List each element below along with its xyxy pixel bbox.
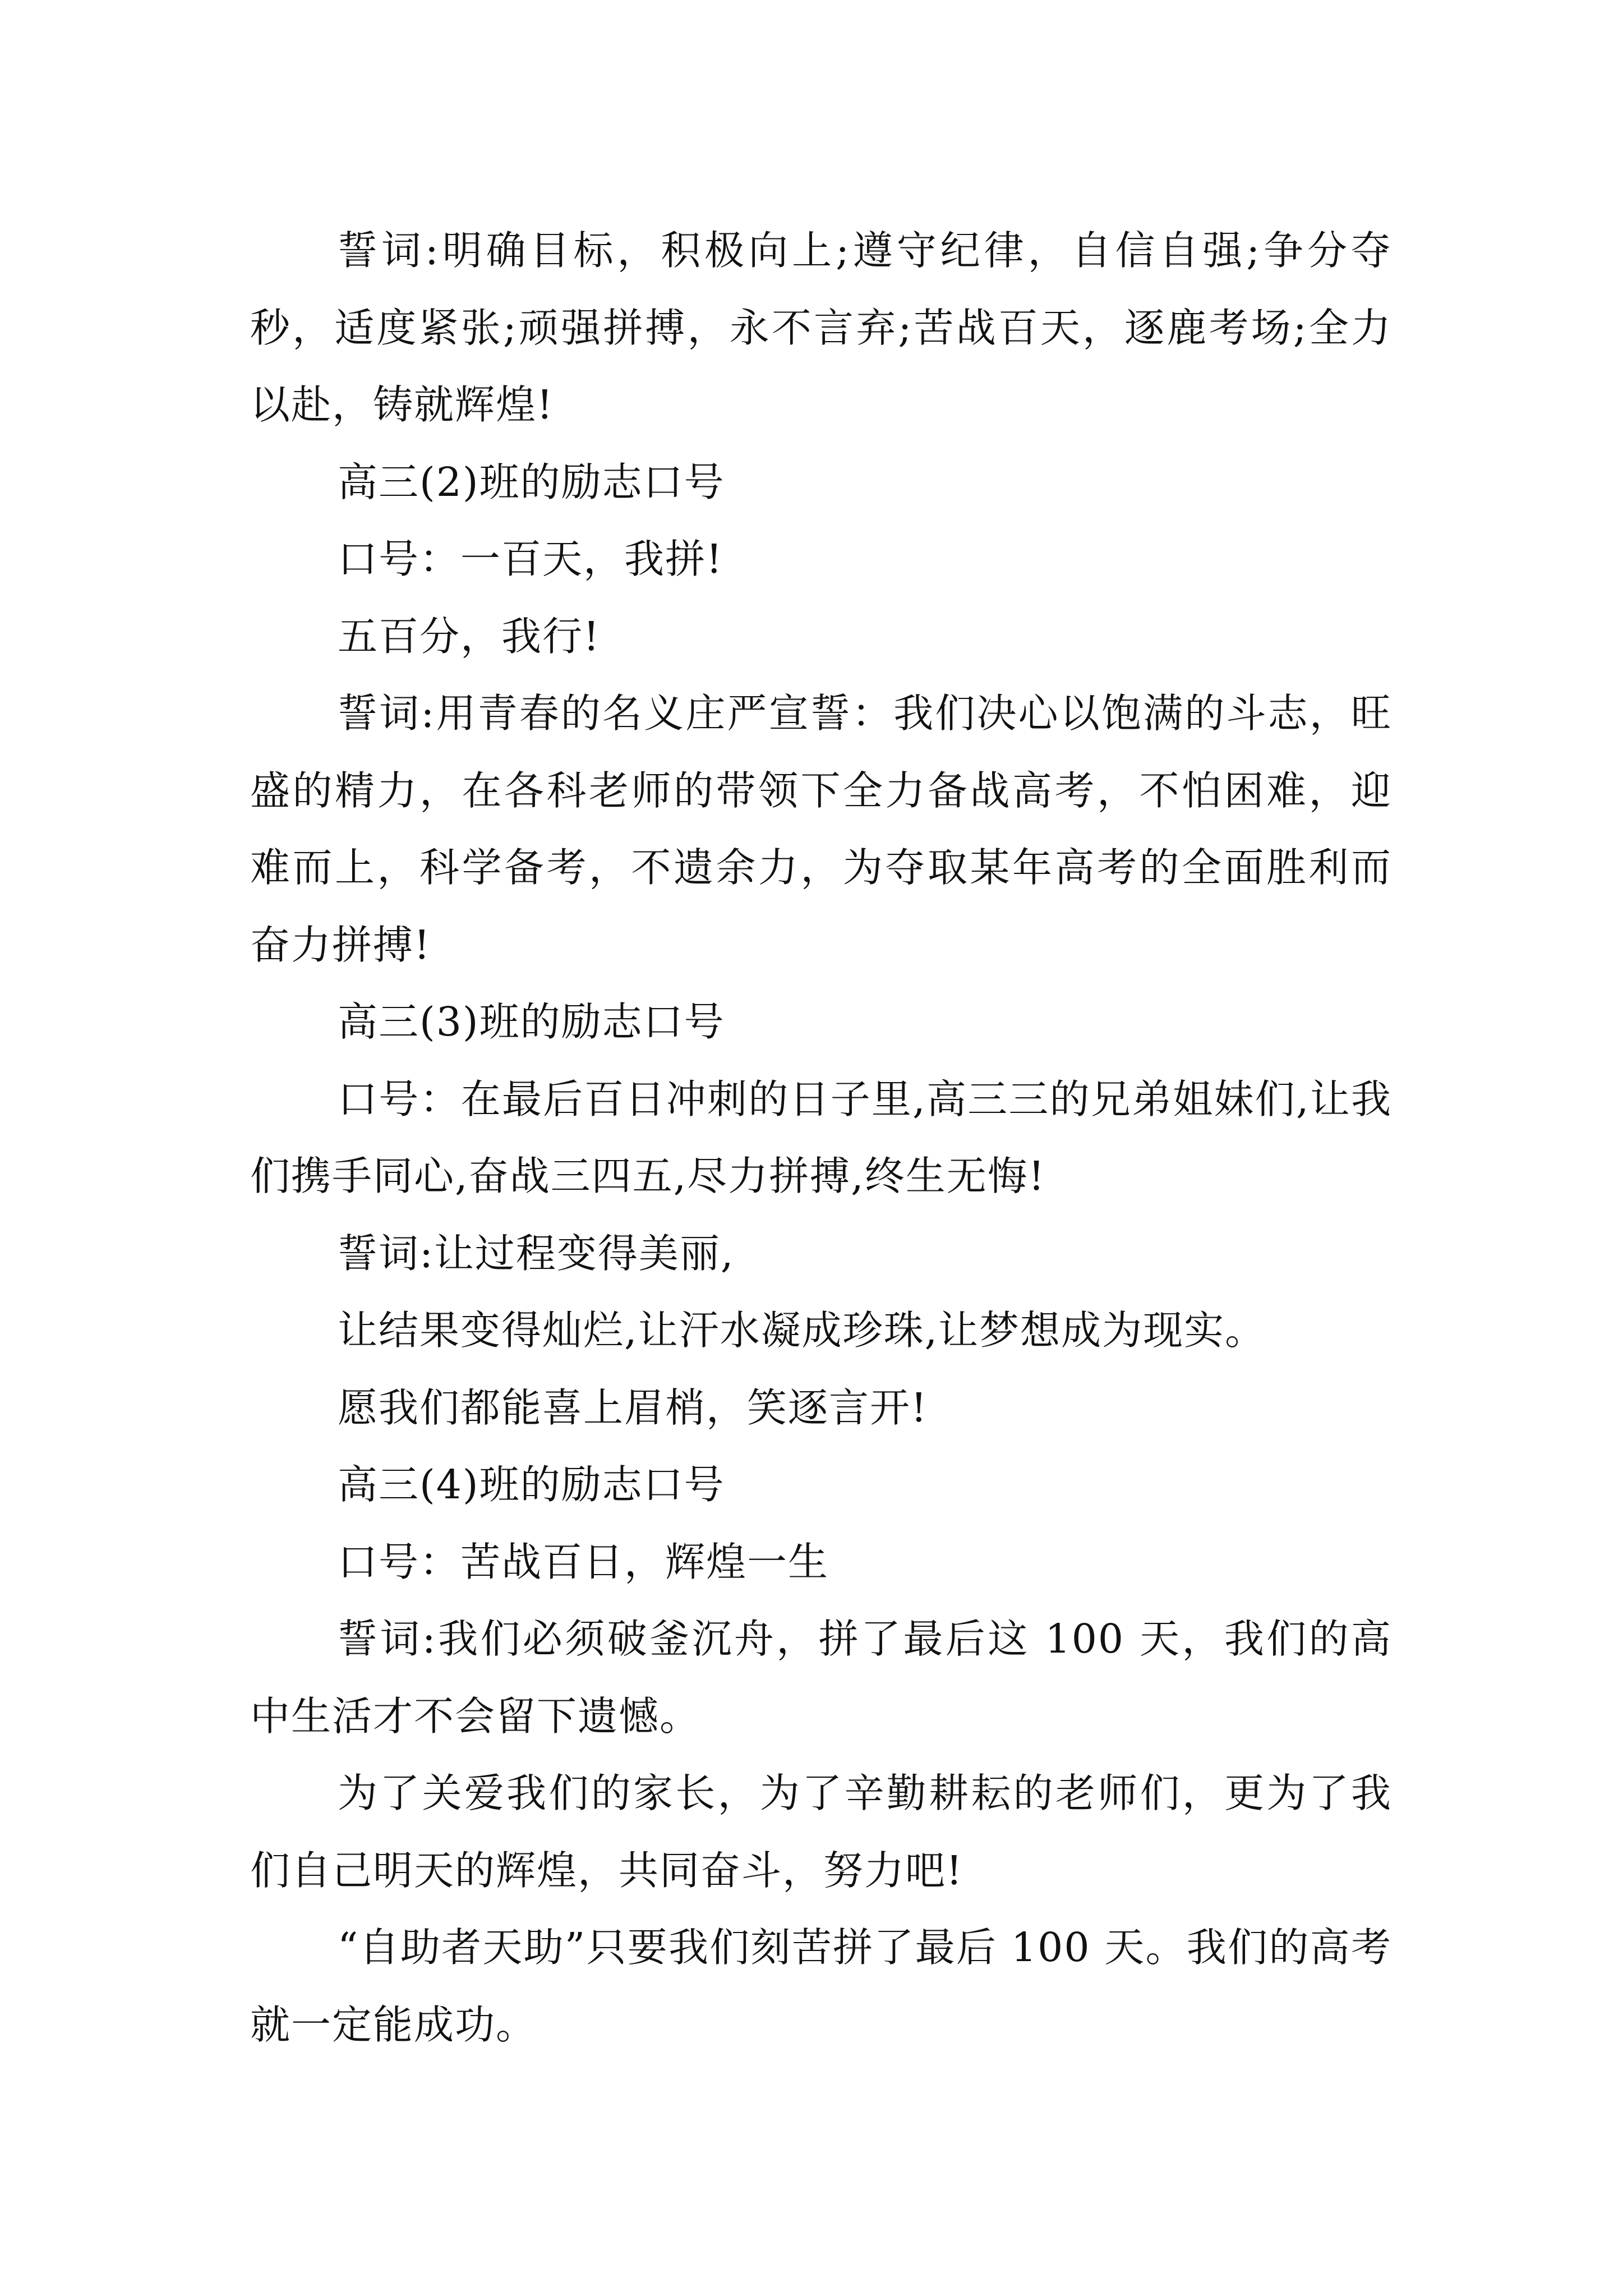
slogan-class-3: 口号：在最后百日冲刺的日子里,高三三的兄弟姐妹们,让我们携手同心,奋战三四五,尽力拼搏,终生无悔!	[250, 1075, 1392, 1199]
paragraph-oath-class-1: 誓词:明确目标，积极向上;遵守纪律，自信自强;争分夺秒，适度紧张;顽强拼搏，永不言弃;苦战百天，逐鹿考场;全力以赴，铸就辉煌!	[250, 227, 1392, 428]
paragraph-closing: “自助者天助”只要我们刻苦拼了最后 100 天。我们的高考就一定能成功。	[250, 1924, 1392, 2048]
slogan-class-2-line-2: 五百分，我行!	[338, 613, 601, 660]
slogan-class-4: 口号：苦战百日，辉煌一生	[338, 1538, 829, 1585]
paragraph-encouragement: 为了关爱我们的家长，为了辛勤耕耘的老师们，更为了我们自己明天的辉煌，共同奋斗，努力吧!	[250, 1770, 1392, 1894]
heading-class-4: 高三(4)班的励志口号	[338, 1461, 725, 1508]
paragraph-oath-class-2: 誓词:用青春的名义庄严宣誓：我们决心以饱满的斗志，旺盛的精力，在各科老师的带领下全力备战高考，不怕困难，迎难而上，科学备考，不遗余力，为夺取某年高考的全面胜利而奋力拼搏!	[250, 690, 1392, 968]
document-body	[250, 212, 1392, 2063]
oath-class-3-line-3: 愿我们都能喜上眉梢，笑逐言开!	[338, 1384, 928, 1431]
heading-class-3: 高三(3)班的励志口号	[338, 999, 725, 1045]
oath-class-3-line-2: 让结果变得灿烂,让汗水凝成珍珠,让梦想成为现实。	[338, 1307, 1266, 1354]
slogan-class-2-line-1: 口号：一百天，我拼!	[338, 536, 723, 582]
oath-class-3-line-1: 誓词:让过程变得美丽,	[338, 1230, 735, 1277]
paragraph-oath-class-4: 誓词:我们必须破釜沉舟，拼了最后这 100 天，我们的高中生活才不会留下遗憾。	[250, 1616, 1392, 1740]
heading-class-2: 高三(2)班的励志口号	[338, 458, 725, 505]
